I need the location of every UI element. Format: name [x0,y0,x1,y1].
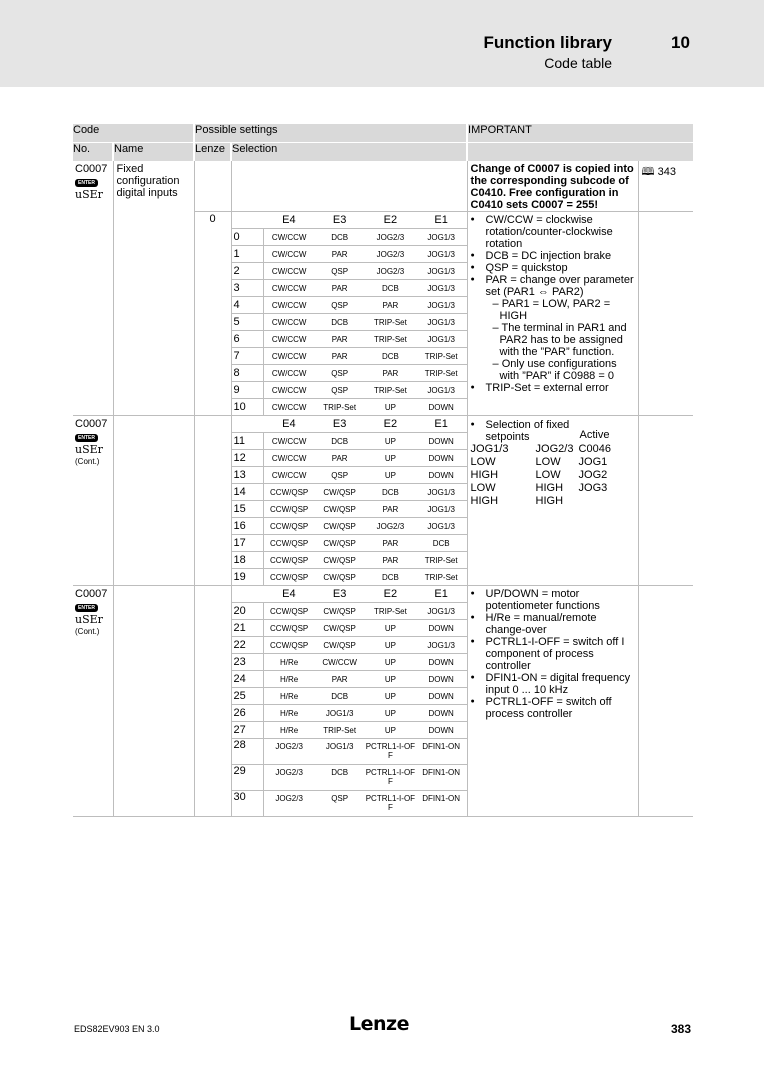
selection-number: 5 [232,314,264,331]
code-cell-cont-1 [73,416,113,586]
selection-row [232,246,467,263]
selection-value: UP [365,654,416,671]
selection-number: 23 [232,654,264,671]
selection-value: CW/CCW [264,382,315,399]
selection-row [232,569,467,586]
selection-value: DOWN [416,688,467,705]
lenze-empty [194,161,231,212]
lenze-default: 0 [194,212,231,416]
selection-number: 20 [232,603,264,620]
selection-col-header: E1 [434,588,448,600]
header-name: Name [113,143,194,162]
selection-value: DCB [314,765,365,791]
note-cw-ccw: ● CW/CCW = clockwise rotation/counter-clockwise rotation [471,214,635,250]
note-up-down: ● UP/DOWN = motor potentiometer functions [471,588,635,612]
code-table [73,124,693,817]
selection-value: JOG1/3 [416,246,467,263]
selection-value: DCB [365,280,416,297]
selection-value: DCB [365,484,416,501]
selection-value: TRIP-Set [365,603,416,620]
selection-value: CW/CCW [264,348,315,365]
selection-value: QSP [314,263,365,280]
selection-number: 22 [232,637,264,654]
selection-value: TRIP-Set [416,569,467,586]
selection-value: JOG1/3 [314,705,365,722]
selection-value: PAR [314,348,365,365]
selection-row [232,314,467,331]
selection-value: CW/QSP [314,569,365,586]
selection-value: DCB [314,314,365,331]
document-id: EDS82EV903 EN 3.0 [74,1024,160,1034]
selection-value: PAR [365,297,416,314]
selection-row [232,739,467,765]
selection-value: JOG1/3 [416,229,467,246]
continued-label: (Cont.) [75,627,100,636]
selection-value: JOG1/3 [416,314,467,331]
selection-value: UP [365,671,416,688]
selection-value: PAR [365,552,416,569]
selection-value: JOG1/3 [416,484,467,501]
selection-value: DCB [365,348,416,365]
selection-number: 6 [232,331,264,348]
selection-value: CW/QSP [314,518,365,535]
selection-value: JOG1/3 [416,280,467,297]
selection-value: QSP [314,382,365,399]
selection-value: CCW/QSP [264,552,315,569]
note-dfin1-on: ● DFIN1-ON = digital frequency input 0 ... 10 kHz [471,672,635,696]
selection-value: CCW/QSP [264,637,315,654]
selection-col-header: E2 [383,418,398,430]
selection-col-header: E3 [332,214,347,226]
selection-row [232,518,467,535]
selection-row [232,263,467,280]
selection-value: DOWN [416,399,467,416]
lenze-empty [194,586,231,817]
selection-value: CW/QSP [314,552,365,569]
active-label: Active [579,429,610,441]
selection-value: DFIN1-ON [416,791,467,817]
user-menu-label: uSEr [75,613,103,626]
selection-row [232,467,467,484]
selection-value: CW/QSP [314,603,365,620]
selection-value: UP [365,722,416,739]
header-code: Code [73,124,194,143]
selection-value: CW/QSP [314,535,365,552]
chapter-number: 10 [671,33,690,52]
selection-value: CCW/QSP [264,518,315,535]
notes-section-3 [467,586,638,817]
selection-value: CW/QSP [314,637,365,654]
selection-value: H/Re [264,671,315,688]
selection-value: CW/CCW [264,314,315,331]
code-number: C0007 [75,163,108,175]
selection-row [232,297,467,314]
selection-number: 1 [232,246,264,263]
selection-number: 24 [232,671,264,688]
selection-value: QSP [314,365,365,382]
name-empty [113,416,194,586]
selection-value: CW/QSP [314,620,365,637]
selection-value: DOWN [416,654,467,671]
selection-value: CCW/QSP [264,620,315,637]
selection-value: DOWN [416,467,467,484]
selection-value: PAR [314,331,365,348]
selection-value: JOG1/3 [416,518,467,535]
selection-number: 11 [232,433,264,450]
selection-value: CW/CCW [264,433,315,450]
selection-value: DOWN [416,450,467,467]
selection-value: PCTRL1-I-OFF [365,765,416,791]
selection-blank [232,586,264,603]
page-header [0,0,764,87]
user-menu-label: uSEr [75,443,103,456]
note-dcb: ● DCB = DC injection brake [471,250,635,262]
selection-value: JOG1/3 [416,603,467,620]
selection-value: JOG2/3 [264,765,315,791]
enter-icon: ENTER [75,179,98,187]
selection-value: H/Re [264,688,315,705]
selection-value: CCW/QSP [264,535,315,552]
selection-value: TRIP-Set [314,722,365,739]
note-par-dash-2: – The terminal in PAR1 and PAR2 has to be assigned with the ”PAR” function. [492,322,627,358]
selection-value: UP [365,450,416,467]
header-blank [467,143,693,162]
selection-number: 10 [232,399,264,416]
ref-empty [638,416,693,586]
selection-value: H/Re [264,705,315,722]
name-cell: Fixed configuration digital inputs [113,161,194,416]
selection-number: 15 [232,501,264,518]
selection-number: 8 [232,365,264,382]
ref-empty [638,212,693,416]
selection-number: 17 [232,535,264,552]
selection-value: PAR [365,501,416,518]
selection-value: CCW/QSP [264,569,315,586]
selection-value: CW/QSP [314,484,365,501]
selection-value: UP [365,705,416,722]
selection-value: DCB [314,229,365,246]
selection-col-header: E4 [282,588,296,600]
selection-value: DFIN1-ON [416,765,467,791]
selection-value: CCW/QSP [264,501,315,518]
selection-value: JOG2/3 [264,791,315,817]
selection-col-header: E3 [332,588,347,600]
lenze-logo: Lenze [349,1013,409,1035]
notes-section-2 [467,416,638,586]
selection-row [232,603,467,620]
header-lenze: Lenze [194,143,231,162]
note-h-re: ● H/Re = manual/remote change-over [471,612,635,636]
selection-value: TRIP-Set [365,331,416,348]
selection-number: 16 [232,518,264,535]
selection-value: UP [365,399,416,416]
selection-empty [231,161,467,212]
selection-value: CW/QSP [314,501,365,518]
selection-value: CW/CCW [264,467,315,484]
selection-number: 19 [232,569,264,586]
selection-value: JOG1/3 [416,501,467,518]
section-subtitle: Code table [544,55,612,71]
enter-icon: ENTER [75,604,98,612]
selection-col-header: E4 [282,214,296,226]
selection-row [232,399,467,416]
selection-row [232,280,467,297]
selection-value: TRIP-Set [365,382,416,399]
note-qsp: ● QSP = quickstop [471,262,635,274]
selection-section-3 [231,586,467,817]
selection-col-header: E3 [332,418,347,430]
selection-row [232,765,467,791]
selection-value: UP [365,467,416,484]
selection-blank [232,212,264,229]
selection-value: TRIP-Set [416,552,467,569]
selection-value: JOG2/3 [365,263,416,280]
selection-row [232,484,467,501]
note-par-dash-1: – PAR1 = LOW, PAR2 = HIGH [492,298,611,322]
selection-value: JOG1/3 [416,263,467,280]
selection-value: CW/CCW [264,399,315,416]
selection-value: QSP [314,297,365,314]
selection-value: CCW/QSP [264,603,315,620]
selection-value: UP [365,620,416,637]
selection-value: UP [365,688,416,705]
selection-row [232,722,467,739]
selection-number: 7 [232,348,264,365]
selection-value: PAR [314,246,365,263]
name-empty [113,586,194,817]
selection-value: TRIP-Set [314,399,365,416]
ref-empty [638,586,693,817]
selection-value: DOWN [416,671,467,688]
selection-row [232,365,467,382]
selection-value: DOWN [416,620,467,637]
note-par: ● PAR = change over parameter set (PAR1 ⇔ PAR2) – PAR1 = LOW, PAR2 = HIGH – The terminal in PAR1 and PAR2 has to be assigned with the ”PAR” function. – Only use configurations with ”PAR” if C0988 = 0 [471,274,635,382]
selection-value: PAR [314,671,365,688]
selection-value: H/Re [264,722,315,739]
header-possible-settings: Possible settings [194,124,467,143]
selection-value: PCTRL1-I-OFF [365,791,416,817]
selection-number: 27 [232,722,264,739]
selection-row [232,501,467,518]
selection-number: 25 [232,688,264,705]
selection-value: CW/CCW [264,365,315,382]
selection-number: 0 [232,229,264,246]
selection-row [232,791,467,817]
note-pctrl1-i-off: ● PCTRL1-I-OFF = switch off I component of process controller [471,636,635,672]
selection-value: PAR [365,365,416,382]
selection-value: UP [365,433,416,450]
selection-number: 2 [232,263,264,280]
selection-blank [232,416,264,433]
selection-value: CW/CCW [264,450,315,467]
book-icon: 🕮 [641,166,655,178]
selection-value: PAR [314,450,365,467]
selection-row [232,688,467,705]
selection-number: 30 [232,791,264,817]
selection-col-header: E2 [383,588,398,600]
code-number: C0007 [75,588,108,600]
selection-row [232,671,467,688]
note-fixed-setpoints: ● Selection of fixed setpoints [471,419,635,443]
selection-number: 3 [232,280,264,297]
selection-value: DOWN [416,433,467,450]
selection-col-header: E1 [434,214,448,226]
selection-value: JOG2/3 [264,739,315,765]
enter-icon: ENTER [75,434,98,442]
selection-value: JOG1/3 [416,637,467,654]
selection-value: JOG2/3 [365,518,416,535]
selection-value: JOG1/3 [314,739,365,765]
selection-value: CW/CCW [264,263,315,280]
selection-number: 14 [232,484,264,501]
selection-value: CW/CCW [264,280,315,297]
selection-col-header: E1 [434,418,448,430]
selection-row [232,382,467,399]
selection-row [232,433,467,450]
code-number: C0007 [75,418,108,430]
selection-row [232,229,467,246]
selection-value: CCW/QSP [264,484,315,501]
selection-number: 28 [232,739,264,765]
header-selection: Selection [231,143,467,162]
selection-row [232,552,467,569]
selection-number: 13 [232,467,264,484]
selection-value: QSP [314,467,365,484]
notes-section-1 [467,212,638,416]
selection-row [232,331,467,348]
selection-row [232,348,467,365]
selection-value: DFIN1-ON [416,739,467,765]
selection-value: DOWN [416,705,467,722]
setpoint-table: JOG1/3 JOG2/3 C0046 LOW LOW JOG1 HIGH LOW JOG2 LOW HIGH JOG3 HIGH HIGH [470,443,611,507]
selection-value: CW/CCW [264,297,315,314]
code-cell [73,161,113,416]
selection-value: TRIP-Set [416,348,467,365]
user-menu-label: uSEr [75,188,103,201]
selection-row [232,535,467,552]
selection-value: JOG1/3 [416,297,467,314]
note-pctrl1-off: ● PCTRL1-OFF = switch off process controller [471,696,635,720]
header-no: No. [73,143,113,162]
code-cell-cont-2 [73,586,113,817]
chapter-title: Function library [483,33,612,52]
page-number: 383 [671,1022,692,1036]
selection-value: CW/CCW [264,246,315,263]
selection-number: 21 [232,620,264,637]
continued-label: (Cont.) [75,457,100,466]
selection-value: QSP [314,791,365,817]
selection-col-header: E2 [383,214,398,226]
selection-number: 29 [232,765,264,791]
lenze-empty [194,416,231,586]
selection-value: DCB [365,569,416,586]
selection-value: DCB [314,688,365,705]
note-par-dash-3: – Only use configurations with ”PAR” if C0988 = 0 [492,358,617,382]
selection-row [232,705,467,722]
selection-number: 4 [232,297,264,314]
selection-value: PAR [314,280,365,297]
selection-value: DCB [416,535,467,552]
selection-value: CW/CCW [314,654,365,671]
selection-number: 26 [232,705,264,722]
selection-value: CW/CCW [264,229,315,246]
selection-value: TRIP-Set [416,365,467,382]
selection-number: 12 [232,450,264,467]
note-trip-set: ● TRIP-Set = external error [471,382,635,394]
selection-row [232,654,467,671]
selection-value: JOG2/3 [365,229,416,246]
selection-value: DCB [314,433,365,450]
selection-number: 18 [232,552,264,569]
selection-col-header: E4 [282,418,296,430]
selection-section-1 [231,212,467,416]
selection-row [232,450,467,467]
selection-value: H/Re [264,654,315,671]
selection-section-2 [231,416,467,586]
selection-number: 9 [232,382,264,399]
header-important: IMPORTANT [467,124,693,143]
selection-value: UP [365,637,416,654]
selection-value: JOG1/3 [416,382,467,399]
selection-value: TRIP-Set [365,314,416,331]
selection-row [232,620,467,637]
selection-value: JOG2/3 [365,246,416,263]
selection-value: JOG1/3 [416,331,467,348]
selection-value: PCTRL1-I-OFF [365,739,416,765]
selection-value: DOWN [416,722,467,739]
selection-row [232,637,467,654]
selection-value: PAR [365,535,416,552]
page-reference: 🕮 343 [638,161,693,212]
important-note: Change of C0007 is copied into the corresponding subcode of C0410. Free configuration in C0410 sets C0007 = 255! [467,161,638,212]
selection-value: CW/CCW [264,331,315,348]
